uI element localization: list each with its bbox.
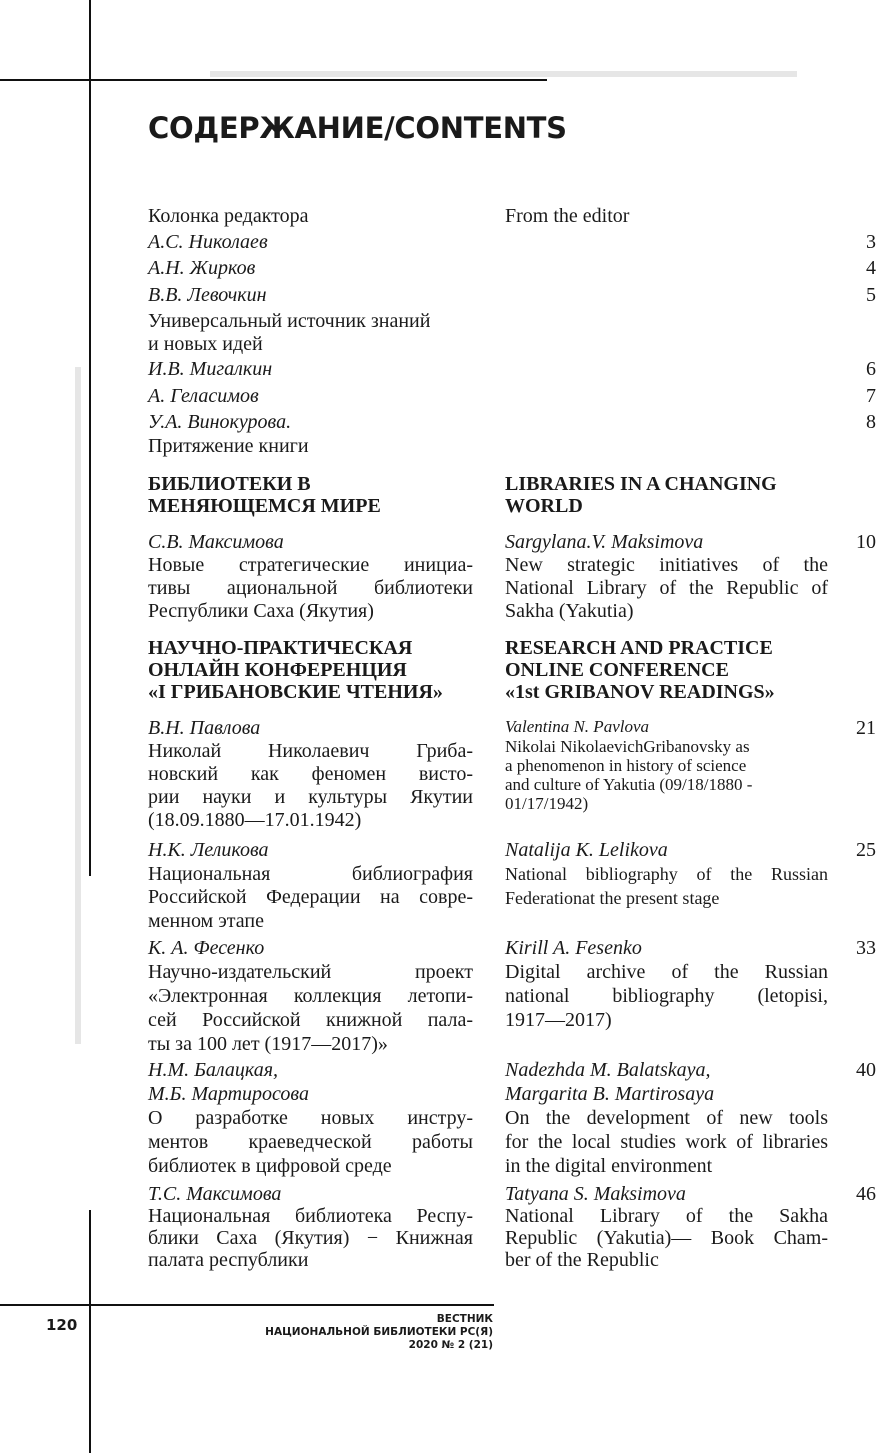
article-title-en: National Library of the Sakha [505, 1205, 828, 1227]
article-title-en: On the development of new tools [505, 1107, 828, 1129]
section-heading-ru: БИБЛИОТЕКИ В [148, 473, 311, 495]
article-title-ru: сей Российской книжной пала- [148, 1009, 473, 1031]
article-title-en: Nikolai NikolaevichGribanovsky as [505, 737, 750, 756]
page-number: 6 [866, 358, 876, 380]
article-title: Универсальный источник знаний [148, 310, 431, 332]
section-heading-en: RESEARCH AND PRACTICE [505, 637, 773, 659]
footer-page-number: 120 [46, 1316, 78, 1334]
article-title-en: in the digital environment [505, 1155, 713, 1177]
left-vertical-rule-top [89, 0, 91, 876]
header-gray-bar [210, 71, 797, 77]
article-author-en: Sargylana.V. Maksimova [505, 531, 704, 553]
article-title-ru: «Электронная коллекция летопи- [148, 985, 473, 1007]
article-title-en: for the local studies work of libraries [505, 1131, 828, 1153]
section-heading-ru: «I ГРИБАНОВСКИЕ ЧТЕНИЯ» [148, 681, 443, 703]
article-title-ru: Николай Николаевич Гриба- [148, 740, 473, 762]
article-title-ru: менном этапе [148, 910, 264, 932]
article-author-en: Kirill A. Fesenko [505, 937, 642, 959]
left-gray-bar [75, 367, 81, 1044]
editor-author: У.А. Винокурова. [148, 411, 292, 433]
article-title-en: Federationat the present stage [505, 888, 720, 908]
section-heading-ru: ОНЛАЙН КОНФЕРЕНЦИЯ [148, 659, 407, 681]
article-title-ru: ментов краеведческой работы [148, 1131, 473, 1153]
article-title-ru: Национальная библиотека Респу- [148, 1205, 473, 1227]
article-title-ru: Республики Саха (Якутия) [148, 600, 374, 622]
section-heading-en: LIBRARIES IN A CHANGING [505, 473, 777, 495]
article-title-ru: (18.09.1880—17.01.1942) [148, 809, 362, 831]
editor-author: А.Н. Жирков [148, 257, 256, 279]
page-number: 8 [866, 411, 876, 433]
page-number: 46 [856, 1183, 876, 1205]
article-author-en: Tatyana S. Maksimova [505, 1183, 686, 1205]
page-number: 7 [866, 385, 876, 407]
article-title-en: Digital archive of the Russian [505, 961, 828, 983]
section-heading-en: WORLD [505, 495, 583, 517]
article-title-ru: Национальная библиография [148, 863, 473, 885]
footer-journal-name: НАЦИОНАЛЬНОЙ БИБЛИОТЕКИ РС(Я) [265, 1326, 493, 1338]
article-title-ru: новский как феномен висто- [148, 763, 473, 785]
article-author-en: Nadezhda M. Balatskaya, [505, 1059, 711, 1081]
article-author-en: Valentina N. Pavlova [505, 717, 650, 736]
article-title-ru: Научно-издательский проект [148, 961, 473, 983]
footer-issue: 2020 № 2 (21) [408, 1339, 493, 1351]
page-number: 3 [866, 231, 876, 253]
article-author-ru: Т.С. Максимова [148, 1183, 282, 1205]
page-number: 21 [856, 717, 876, 739]
article-author-en: Natalija K. Lelikova [505, 839, 668, 861]
article-author-ru: М.Б. Мартиросова [148, 1083, 309, 1105]
article-title-en: 1917—2017) [505, 1009, 612, 1031]
article-author-ru: К. А. Фесенко [148, 937, 265, 959]
page-number: 40 [856, 1059, 876, 1081]
section-heading-en: «1st GRIBANOV READINGS» [505, 681, 775, 703]
article-title-en: 01/17/1942) [505, 794, 589, 813]
article-title-en: and culture of Yakutia (09/18/1880 - [505, 775, 753, 794]
page-number: 33 [856, 937, 876, 959]
article-title-en: ber of the Republic [505, 1249, 659, 1271]
editor-heading-ru: Колонка редактора [148, 205, 309, 227]
page-number: 4 [866, 257, 876, 279]
article-author-ru: В.Н. Павлова [148, 717, 261, 739]
article-title-ru: Новые стратегические инициа- [148, 554, 473, 576]
article-author-ru: Н.К. Леликова [148, 839, 269, 861]
article-title-en: New strategic initiatives of the [505, 554, 828, 576]
footer-horizontal-rule [0, 1304, 494, 1306]
article-author-en: Margarita B. Martirosaya [505, 1083, 715, 1105]
article-title-en: a phenomenon in history of science [505, 756, 747, 775]
article-author-ru: С.В. Максимова [148, 531, 284, 553]
editor-author: А. Геласимов [148, 385, 259, 407]
article-title: Притяжение книги [148, 435, 309, 457]
section-heading-ru: НАУЧНО-ПРАКТИЧЕСКАЯ [148, 637, 413, 659]
article-title-ru: ты за 100 лет (1917—2017)» [148, 1033, 388, 1055]
editor-author: И.В. Мигалкин [148, 358, 273, 380]
article-title-en: National Library of the Republic of [505, 577, 828, 599]
article-title-ru: блики Саха (Якутия) − Книжная [148, 1227, 473, 1249]
page-number: 5 [866, 284, 876, 306]
article-title: и новых идей [148, 333, 263, 355]
editor-author: А.С. Николаев [148, 231, 268, 253]
editor-heading-en: From the editor [505, 205, 630, 227]
page-number: 10 [856, 531, 876, 553]
section-heading-en: ONLINE CONFERENCE [505, 659, 729, 681]
footer-journal-name: ВЕСТНИК [436, 1313, 493, 1325]
left-vertical-rule-bottom [89, 1210, 91, 1453]
editor-author: В.В. Левочкин [148, 284, 267, 306]
page-number: 25 [856, 839, 876, 861]
article-title-ru: Российской Федерации на совре- [148, 886, 473, 908]
section-heading-ru: МЕНЯЮЩЕМСЯ МИРЕ [148, 495, 381, 517]
article-author-ru: Н.М. Балацкая, [148, 1059, 279, 1081]
article-title-en: National bibliography of the Russian [505, 864, 828, 884]
article-title-ru: палата республики [148, 1249, 309, 1271]
article-title-en: national bibliography (letopisi, [505, 985, 828, 1007]
article-title-ru: тивы ациональной библиотеки [148, 577, 473, 599]
header-horizontal-rule [0, 79, 547, 81]
page-title: СОДЕРЖАНИЕ/CONTENTS [148, 111, 567, 145]
article-title-ru: библиотек в цифровой среде [148, 1155, 392, 1177]
article-title-en: Republic (Yakutia)— Book Cham- [505, 1227, 828, 1249]
article-title-ru: рии науки и культуры Якутии [148, 786, 473, 808]
article-title-ru: О разработке новых инстру- [148, 1107, 473, 1129]
article-title-en: Sakha (Yakutia) [505, 600, 634, 622]
